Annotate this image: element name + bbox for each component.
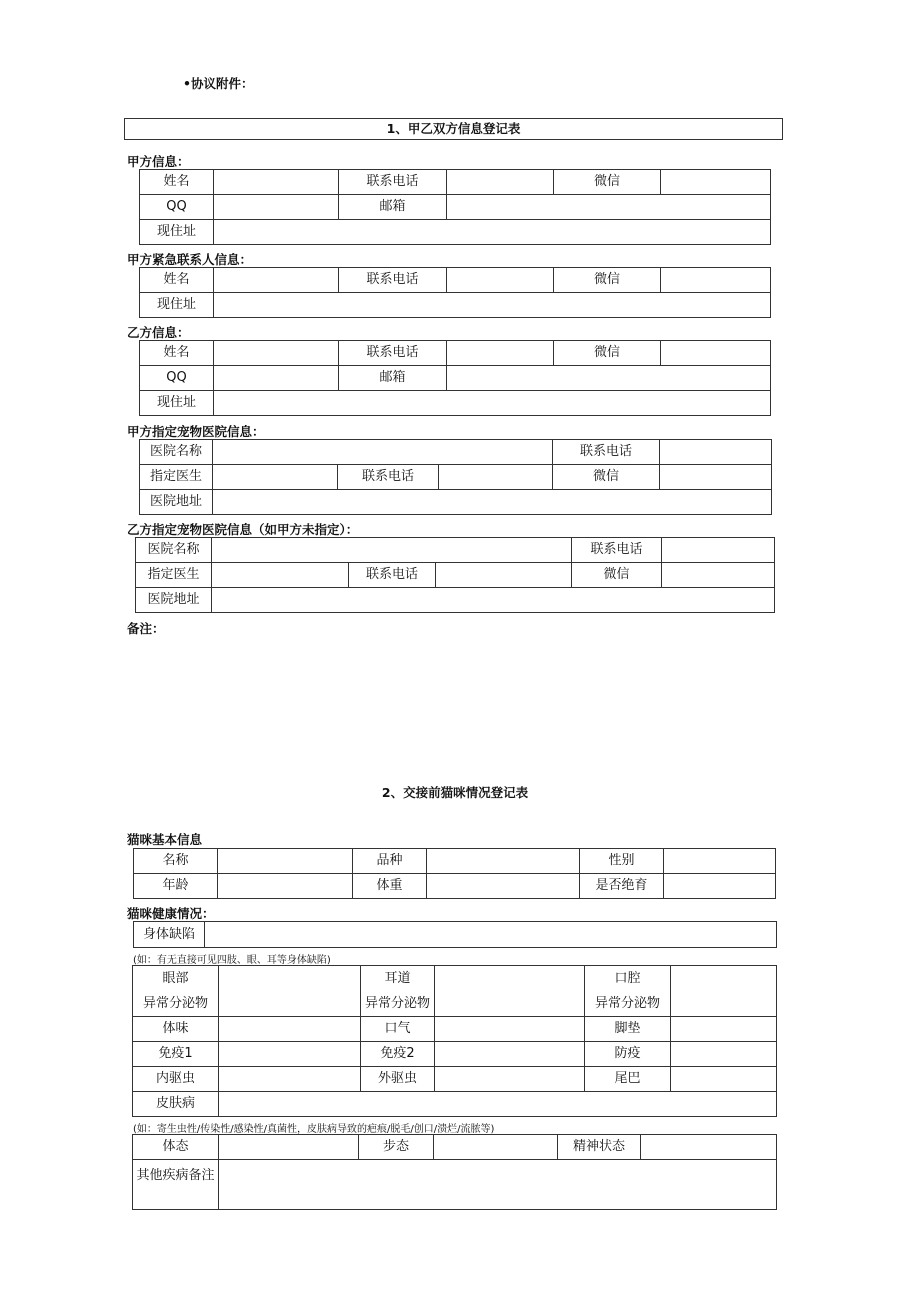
name-label: 姓名 xyxy=(140,268,214,293)
cat-weight-label: 体重 xyxy=(353,874,427,899)
defect-field[interactable] xyxy=(205,922,777,948)
cat-name-label: 名称 xyxy=(134,849,218,874)
party-b-address-field[interactable] xyxy=(214,391,771,416)
eyes-field[interactable] xyxy=(219,966,361,1017)
paw-pads-field[interactable] xyxy=(671,1017,777,1042)
party-b-hospital-heading: 乙方指定宠物医院信息（如甲方未指定）： xyxy=(127,522,359,537)
party-b-wechat-field[interactable] xyxy=(661,341,771,366)
party-a-hospital-address-field[interactable] xyxy=(213,490,772,515)
breath-label: 口气 xyxy=(361,1017,435,1042)
cat-weight-field[interactable] xyxy=(427,874,580,899)
breath-field[interactable] xyxy=(435,1017,585,1042)
tail-label: 尾巴 xyxy=(585,1067,671,1092)
emergency-name-field[interactable] xyxy=(214,268,339,293)
qq-label: QQ xyxy=(140,366,214,391)
party-a-table xyxy=(139,169,771,245)
eyes-text: 眼部 xyxy=(162,970,189,986)
posture-label: 体态 xyxy=(133,1135,219,1160)
gait-label: 步态 xyxy=(359,1135,434,1160)
party-b-table xyxy=(139,340,771,416)
party-a-doctor-phone-field[interactable] xyxy=(439,465,553,490)
cat-basic-table xyxy=(133,848,776,899)
party-a-hospital-heading: 甲方指定宠物医院信息： xyxy=(127,424,265,439)
party-a-hospital-table xyxy=(139,439,772,515)
doctor-label: 指定医生 xyxy=(140,465,213,490)
skin-label: 皮肤病 xyxy=(133,1092,219,1117)
phone-label: 联系电话 xyxy=(553,440,660,465)
name-label: 姓名 xyxy=(140,170,214,195)
wechat-label: 微信 xyxy=(554,170,661,195)
paw-pads-label: 脚垫 xyxy=(585,1017,671,1042)
email-label: 邮箱 xyxy=(339,195,447,220)
vaccine1-field[interactable] xyxy=(219,1042,361,1067)
wechat-label: 微信 xyxy=(572,563,662,588)
ears-label xyxy=(361,966,435,1017)
cat-health-heading: 猫咪健康情况： xyxy=(127,906,215,921)
phone-label: 联系电话 xyxy=(572,538,662,563)
internal-deworm-field[interactable] xyxy=(219,1067,361,1092)
vaccine1-label: 免疫1 xyxy=(133,1042,219,1067)
cat-name-field[interactable] xyxy=(218,849,353,874)
wechat-label: 微信 xyxy=(554,341,661,366)
ears-text: 耳道 xyxy=(384,970,411,986)
eyes-label xyxy=(133,966,219,1017)
address-label: 现住址 xyxy=(140,220,214,245)
hospital-name-label: 医院名称 xyxy=(136,538,212,563)
skin-field[interactable] xyxy=(219,1092,777,1117)
hospital-name-label: 医院名称 xyxy=(140,440,213,465)
cat-breed-field[interactable] xyxy=(427,849,580,874)
prevention-field[interactable] xyxy=(671,1042,777,1067)
party-b-name-field[interactable] xyxy=(214,341,339,366)
hospital-address-label: 医院地址 xyxy=(136,588,212,613)
mouth-label xyxy=(585,966,671,1017)
doctor-label: 指定医生 xyxy=(136,563,212,588)
party-b-hospital-phone-field[interactable] xyxy=(662,538,775,563)
address-label: 现住址 xyxy=(140,391,214,416)
party-b-doctor-phone-field[interactable] xyxy=(436,563,572,588)
name-label: 姓名 xyxy=(140,341,214,366)
party-b-doctor-wechat-field[interactable] xyxy=(662,563,775,588)
body-odor-label: 体味 xyxy=(133,1017,219,1042)
party-a-phone-field[interactable] xyxy=(447,170,554,195)
party-b-hospital-address-field[interactable] xyxy=(212,588,775,613)
cat-age-field[interactable] xyxy=(218,874,353,899)
party-a-emergency-table xyxy=(139,267,771,318)
party-a-hospital-name-field[interactable] xyxy=(213,440,553,465)
address-label: 现住址 xyxy=(140,293,214,318)
cat-defect-table xyxy=(133,921,777,948)
vaccine2-field[interactable] xyxy=(435,1042,585,1067)
form1-title: 1、甲乙双方信息登记表 xyxy=(124,118,783,140)
vaccine2-label: 免疫2 xyxy=(361,1042,435,1067)
ears-field[interactable] xyxy=(435,966,585,1017)
mental-field[interactable] xyxy=(641,1135,777,1160)
party-b-hospital-table xyxy=(135,537,775,613)
secretion-text: 异常分泌物 xyxy=(364,995,430,1011)
cat-breed-label: 品种 xyxy=(353,849,427,874)
qq-label: QQ xyxy=(140,195,214,220)
internal-deworm-label: 内驱虫 xyxy=(133,1067,219,1092)
mouth-field[interactable] xyxy=(671,966,777,1017)
party-a-address-field[interactable] xyxy=(214,220,771,245)
secretion-text: 异常分泌物 xyxy=(594,995,660,1011)
phone-label: 联系电话 xyxy=(339,170,447,195)
cat-condition-table xyxy=(132,1134,777,1210)
party-b-doctor-field[interactable] xyxy=(212,563,349,588)
mental-label: 精神状态 xyxy=(558,1135,641,1160)
email-label: 邮箱 xyxy=(339,366,447,391)
party-b-hospital-name-field[interactable] xyxy=(212,538,572,563)
party-a-doctor-wechat-field[interactable] xyxy=(660,465,772,490)
defect-label: 身体缺陷 xyxy=(134,922,205,948)
phone-label: 联系电话 xyxy=(338,465,439,490)
party-b-phone-field[interactable] xyxy=(447,341,554,366)
cat-neutered-field[interactable] xyxy=(664,874,776,899)
cat-neutered-label: 是否绝育 xyxy=(580,874,664,899)
prevention-label: 防疫 xyxy=(585,1042,671,1067)
cat-health-table xyxy=(132,965,777,1117)
defect-note: (如：有无直接可见四肢、眼、耳等身体缺陷) xyxy=(133,955,331,966)
hospital-address-label: 医院地址 xyxy=(140,490,213,515)
party-a-heading: 甲方信息： xyxy=(127,154,190,169)
emergency-address-field[interactable] xyxy=(214,293,771,318)
phone-label: 联系电话 xyxy=(339,341,447,366)
mouth-text: 口腔 xyxy=(614,970,641,986)
other-notes-label: 其他疾病备注 xyxy=(133,1160,219,1210)
party-a-hospital-phone-field[interactable] xyxy=(660,440,772,465)
emergency-wechat-field[interactable] xyxy=(661,268,771,293)
external-deworm-label: 外驱虫 xyxy=(361,1067,435,1092)
cat-basic-heading: 猫咪基本信息 xyxy=(127,832,203,847)
party-b-email-field[interactable] xyxy=(447,366,771,391)
body-odor-field[interactable] xyxy=(219,1017,361,1042)
party-a-wechat-field[interactable] xyxy=(661,170,771,195)
tail-field[interactable] xyxy=(671,1067,777,1092)
secretion-text: 异常分泌物 xyxy=(142,995,208,1011)
party-b-heading: 乙方信息： xyxy=(127,325,190,340)
party-a-email-field[interactable] xyxy=(447,195,771,220)
wechat-label: 微信 xyxy=(553,465,660,490)
posture-field[interactable] xyxy=(219,1135,359,1160)
external-deworm-field[interactable] xyxy=(435,1067,585,1092)
form2-title: 2、交接前猫咪情况登记表 xyxy=(381,785,529,800)
remarks-label: 备注： xyxy=(127,621,165,636)
skin-note: (如：寄生虫性/传染性/感染性/真菌性，皮肤病导致的疤痕/脱毛/创口/溃烂/流脓等) xyxy=(133,1124,495,1135)
party-a-doctor-field[interactable] xyxy=(213,465,338,490)
emergency-phone-field[interactable] xyxy=(447,268,554,293)
party-a-qq-field[interactable] xyxy=(214,195,339,220)
gait-field[interactable] xyxy=(434,1135,558,1160)
cat-age-label: 年龄 xyxy=(134,874,218,899)
phone-label: 联系电话 xyxy=(349,563,436,588)
attachment-title: •协议附件： xyxy=(183,76,254,91)
other-notes-field[interactable] xyxy=(219,1160,777,1210)
wechat-label: 微信 xyxy=(554,268,661,293)
cat-gender-label: 性别 xyxy=(580,849,664,874)
party-a-emergency-heading: 甲方紧急联系人信息： xyxy=(127,252,253,267)
phone-label: 联系电话 xyxy=(339,268,447,293)
party-a-name-field[interactable] xyxy=(214,170,339,195)
cat-gender-field[interactable] xyxy=(664,849,776,874)
party-b-qq-field[interactable] xyxy=(214,366,339,391)
